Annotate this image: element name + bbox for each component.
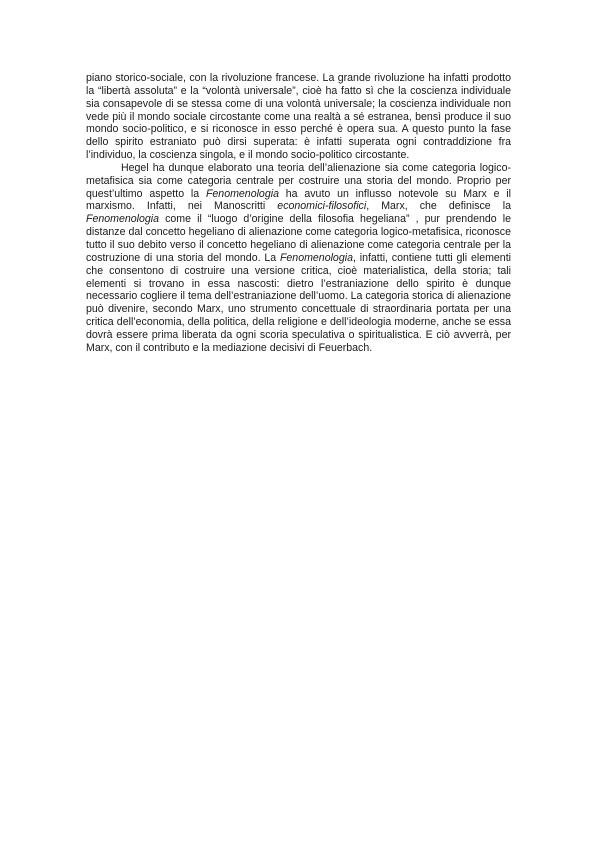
book-title-fenomenologia: Fenomenologia <box>205 187 279 200</box>
paragraph-1 <box>86 72 511 162</box>
paragraph-2 <box>86 162 511 355</box>
paragraph-1-text: piano storico-sociale, con la rivoluzione francese. La grande rivoluzione ha infatti prodotto la “libertà assoluta” e la “volontà universale”, cioè ha fatto sì che la coscienza individuale sia consapevole di se stessa come di una volontà universale; la coscienza individuale non vede più il mondo sociale circostante come una realtà a sé estranea, bensì produce il suo mondo socio-politico, e si riconosce in esso perché è opera sua. A questo punto la fase dello spirito estraniato può dirsi superata: è infatti superata ogni contraddizione fra l’individuo, la coscienza singola, e il mondo socio-politico circostante. <box>86 72 511 162</box>
paragraph-2-text: , Marx, che definisce la <box>366 200 511 213</box>
paragraph-2-text: ha avuto un influsso notevole su Marx e il marxismo. Infatti, nei Manoscritti <box>86 187 511 213</box>
paragraph-2-text: , infatti, contiene tutti gli elementi che consentono di costruire una versione critica, cioè materialistica, della storia; tali elementi si trovano in essa nascosti: dietro l’estraniazione dello spirito è dunque necessario cogliere il tema dell’estraniazione dell’uomo. La categoria storica di alienazione può divenire, secondo Marx, uno strumento concettuale di straordinaria portata per una critica dell’economia, della politica, della religione e dell’ideologia moderne, anche se essa dovrà essere prima liberata da ogni scoria speculativa o spiritualistica. E ciò avverrà, per Marx, con il contributo e la mediazione decisivi di Feuerbach. <box>86 251 511 354</box>
book-title-manoscritti: economici-filosofici <box>277 200 367 213</box>
body-text <box>86 72 511 355</box>
paragraph-2-text: Hegel ha dunque elaborato una teoria dell’alienazione sia come categoria logico-metafisica sia come categoria centrale per costruire una storia del mondo. Proprio per quest’ultimo aspetto la <box>86 161 511 200</box>
book-title-fenomenologia: Fenomenologia <box>279 251 353 264</box>
book-title-fenomenologia: Fenomenologia <box>86 213 160 226</box>
paragraph-2-text: come il “luogo d’origine della filosofia hegeliana” , pur prendendo le distanze dal concetto hegeliano di alienazione come categoria logico-metafisica, riconosce tutto il suo debito verso il concetto hegeliano di alienazione come categoria centrale per la costruzione di una storia del mondo. La <box>86 213 511 264</box>
